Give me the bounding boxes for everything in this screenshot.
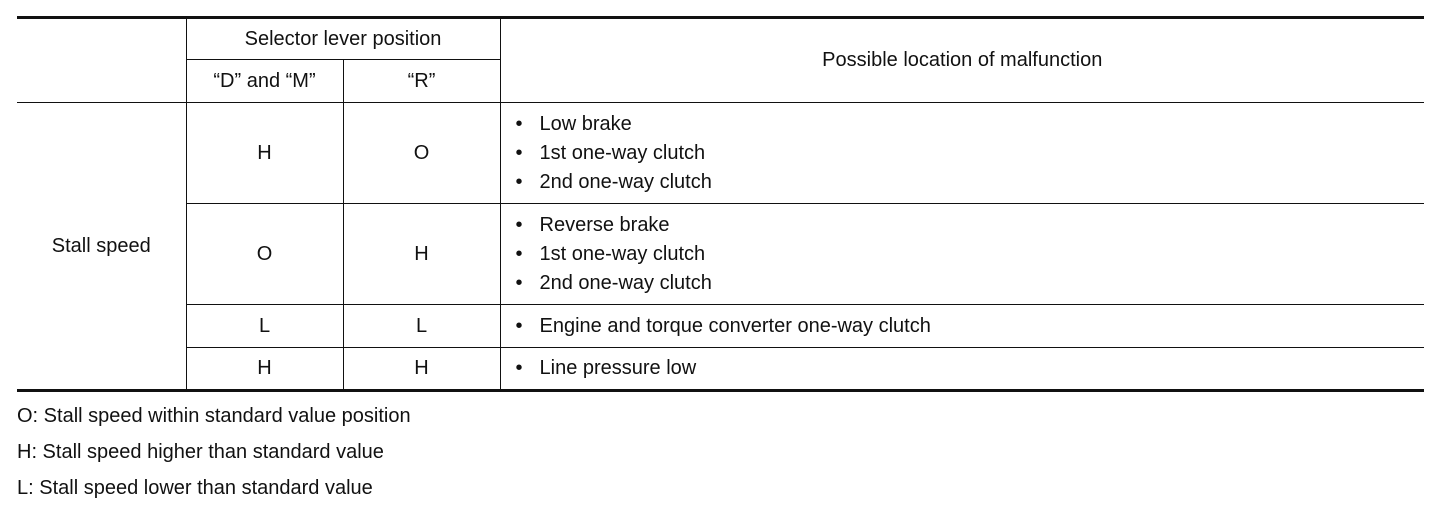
location-list	[516, 312, 1425, 341]
cell-location	[500, 204, 1424, 305]
legend-notes	[17, 398, 1424, 506]
cell-location	[500, 103, 1424, 204]
list-item: • Low brake	[516, 110, 1425, 139]
cell-r: L	[343, 305, 500, 348]
note-h: H: Stall speed higher than standard value	[17, 441, 384, 463]
cell-d-and-m: O	[186, 204, 343, 305]
list-item: • Line pressure low	[516, 354, 1425, 383]
location-list	[516, 354, 1425, 383]
note-l: L: Stall speed lower than standard value	[17, 477, 373, 499]
list-item: • 1st one-way clutch	[516, 139, 1425, 168]
note-o: O: Stall speed within standard value position	[17, 405, 411, 427]
list-item: • 2nd one-way clutch	[516, 168, 1425, 197]
list-item: • 2nd one-way clutch	[516, 269, 1425, 298]
header-d-and-m: “D” and “M”	[186, 60, 343, 103]
location-list	[516, 211, 1425, 298]
table-row	[17, 348, 1424, 391]
cell-r: H	[343, 204, 500, 305]
list-item: • Engine and torque converter one-way clutch	[516, 312, 1425, 341]
cell-d-and-m: L	[186, 305, 343, 348]
cell-d-and-m: H	[186, 348, 343, 391]
location-list	[516, 110, 1425, 197]
list-item: • 1st one-way clutch	[516, 240, 1425, 269]
stall-test-judgement-table	[17, 16, 1424, 392]
header-selector-lever-position: Selector lever position	[186, 18, 500, 60]
cell-d-and-m: H	[186, 103, 343, 204]
list-item: • Reverse brake	[516, 211, 1425, 240]
cell-location	[500, 305, 1424, 348]
row-label-stall-speed: Stall speed	[17, 103, 186, 391]
cell-location	[500, 348, 1424, 391]
header-row-1	[17, 18, 1424, 60]
table-row	[17, 103, 1424, 204]
stall-test-table-wrapper	[17, 16, 1424, 506]
table-row	[17, 305, 1424, 348]
table-row	[17, 204, 1424, 305]
header-r: “R”	[343, 60, 500, 103]
header-possible-location: Possible location of malfunction	[500, 18, 1424, 103]
cell-r: O	[343, 103, 500, 204]
cell-r: H	[343, 348, 500, 391]
header-empty-cell	[17, 18, 186, 103]
